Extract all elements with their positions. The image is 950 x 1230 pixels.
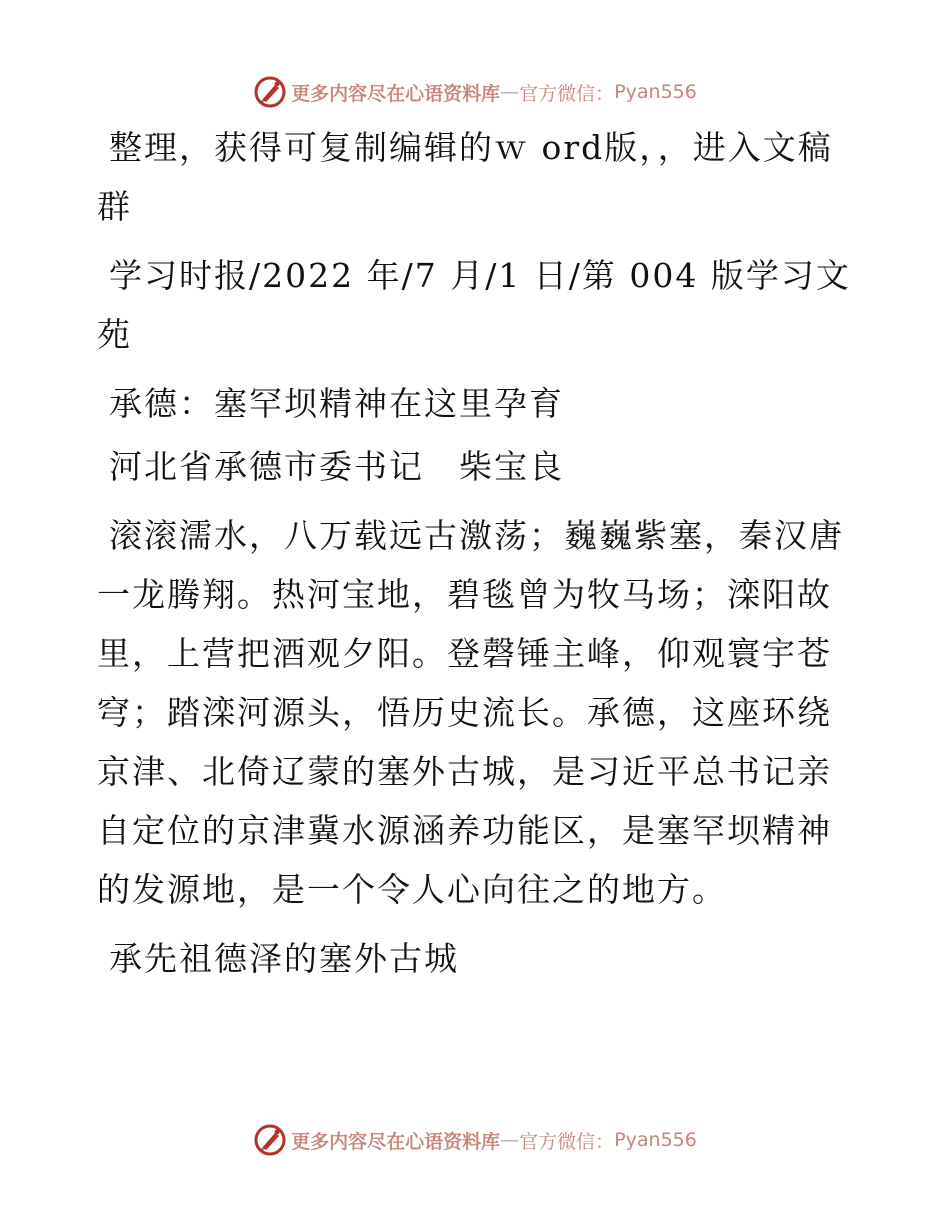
body-paragraph: 滚滚濡水，八万载远古激荡；巍巍紫塞，秦汉唐一龙腾翔。热河宝地，碧毯曾为牧马场；滦阳故里，上营把酒观夕阳。登磬锤主峰，仰观寰宇苍穹；踏滦河源头，悟历史流长。承德，这座环绕京津、北倚辽蒙的塞外古城，是习近平总书记亲自定位的京津冀水源涵养功能区，是塞罕坝精神的发源地，是一个令人心向往之的地方。 bbox=[97, 516, 844, 909]
intro-line: 整理，获得可复制编辑的ｗ ord版，，进入文稿群 bbox=[97, 128, 833, 226]
banner-separator: — bbox=[500, 1129, 520, 1151]
banner-contact-id: Pyan556 bbox=[614, 1129, 697, 1151]
article-title: 承德：塞罕坝精神在这里孕育 bbox=[109, 384, 564, 423]
source-line: 学习时报/2022 年/7 月/1 日/第 004 版学习文苑 bbox=[97, 256, 851, 354]
banner-contact-label: 官方微信： bbox=[519, 1130, 615, 1153]
document-body bbox=[97, 118, 857, 998]
author-line: 河北省承德市委书记 柴宝良 bbox=[109, 447, 564, 486]
header-banner bbox=[0, 72, 950, 112]
pen-circle-icon bbox=[253, 75, 287, 109]
banner-slogan: 更多内容尽在心语资料库 bbox=[291, 82, 501, 105]
banner-slogan: 更多内容尽在心语资料库 bbox=[291, 1130, 501, 1153]
banner-separator: — bbox=[500, 81, 520, 103]
banner-contact-label: 官方微信： bbox=[519, 82, 615, 105]
section-heading: 承先祖德泽的塞外古城 bbox=[109, 939, 459, 978]
pen-circle-icon bbox=[253, 1123, 287, 1157]
banner-contact-id: Pyan556 bbox=[614, 81, 697, 103]
footer-banner bbox=[0, 1120, 950, 1160]
